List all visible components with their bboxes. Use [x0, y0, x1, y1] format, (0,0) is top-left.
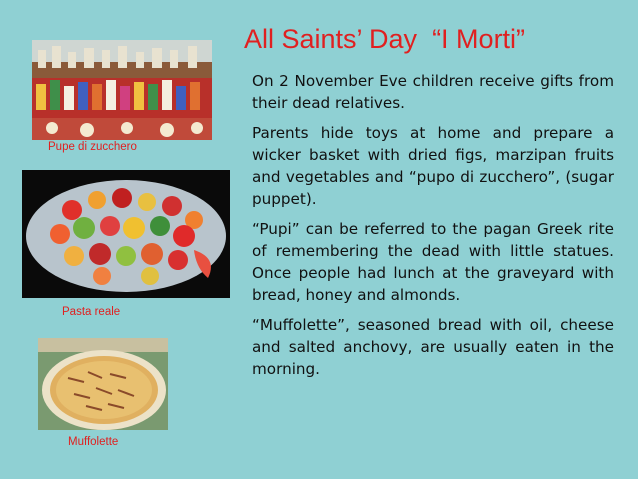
caption-muffolette: Muffolette	[68, 436, 119, 448]
sugar-puppets-photo	[32, 40, 212, 140]
paragraph-basket: Parents hide toys at home and prepare a wicker basket with dried figs, marzipan fruits and vegetables and “pupo di zucchero”, (sugar puppet).	[252, 124, 614, 208]
muffolette-photo	[38, 338, 168, 430]
marzipan-fruits-photo	[22, 170, 230, 298]
slide-body	[252, 70, 614, 388]
paragraph-pupi: “Pupi” can be referred to the pagan Greek rite of remembering the dead with little statues. Once people had lunch at the graveyard with bread, honey and almonds.	[252, 220, 614, 304]
caption-pasta-reale: Pasta reale	[62, 306, 121, 318]
slide-title: All Saints’ Day “I Morti”	[244, 24, 526, 54]
caption-pupe-di-zucchero: Pupe di zucchero	[48, 141, 137, 153]
paragraph-gifts: On 2 November Eve children receive gifts from their dead relatives.	[252, 72, 614, 112]
paragraph-muffolette: “Muffolette”, seasoned bread with oil, cheese and salted anchovy, are usually eaten in the morning.	[252, 316, 614, 378]
